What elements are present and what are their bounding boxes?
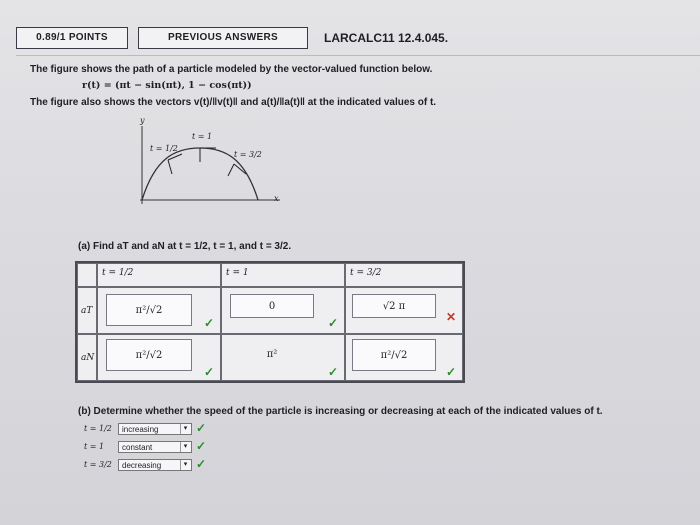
x-axis-label: x bbox=[274, 194, 279, 203]
correct-check-icon: ✓ bbox=[328, 365, 339, 379]
speed-select-value: decreasing bbox=[122, 461, 162, 470]
col-header-t-one: t = 1 bbox=[221, 263, 345, 287]
answer-value-aN-one: π² bbox=[266, 348, 278, 360]
acceleration-vector-three-half bbox=[228, 164, 234, 176]
answer-input-aN-half[interactable]: π²/√2 bbox=[106, 339, 192, 371]
chevron-down-icon: ▾ bbox=[180, 460, 190, 470]
part-b-t-one-label: t = 1 bbox=[84, 442, 105, 451]
figure-label-t-one: t = 1 bbox=[192, 132, 213, 141]
answer-input-aT-one[interactable]: 0 bbox=[230, 294, 314, 318]
part-b-t-half-label: t = 1/2 bbox=[84, 424, 112, 433]
incorrect-x-icon: ✕ bbox=[446, 310, 457, 324]
figure-label-t-half: t = 1/2 bbox=[150, 144, 178, 153]
col-header-t-half: t = 1/2 bbox=[97, 263, 221, 287]
chevron-down-icon: ▾ bbox=[180, 424, 190, 434]
path-figure bbox=[130, 118, 290, 208]
figure-label-t-three-half: t = 3/2 bbox=[234, 150, 262, 159]
y-axis-label: y bbox=[140, 116, 145, 125]
question-formula: r(t) = (πt − sin(πt), 1 − cos(πt)) bbox=[82, 80, 252, 91]
cell-aN-one bbox=[221, 334, 345, 381]
correct-check-icon: ✓ bbox=[204, 365, 215, 379]
row-header-aT: aT bbox=[77, 287, 97, 334]
acceleration-vector-half bbox=[168, 160, 172, 174]
speed-select-value: increasing bbox=[122, 425, 159, 434]
col-header-t-three-half: t = 3/2 bbox=[345, 263, 463, 287]
answer-grid bbox=[75, 261, 465, 383]
cell-aN-half bbox=[97, 334, 221, 381]
velocity-vector-half bbox=[168, 154, 182, 160]
divider bbox=[16, 55, 700, 56]
speed-select-t-three-half[interactable] bbox=[118, 459, 192, 471]
answer-input-aN-three-half[interactable]: π²/√2 bbox=[352, 339, 436, 371]
top-bar bbox=[16, 26, 448, 50]
problem-reference: LARCALC11 12.4.045. bbox=[324, 31, 449, 45]
cell-aT-one bbox=[221, 287, 345, 334]
part-a-prompt: (a) Find aT and aN at t = 1/2, t = 1, and t = 3/2. bbox=[78, 241, 292, 252]
previous-answers-button[interactable]: PREVIOUS ANSWERS bbox=[138, 27, 308, 49]
correct-check-icon: ✓ bbox=[196, 439, 207, 453]
correct-check-icon: ✓ bbox=[196, 421, 207, 435]
row-header-aN: aN bbox=[77, 334, 97, 381]
cell-aT-half bbox=[97, 287, 221, 334]
cell-aN-three-half bbox=[345, 334, 463, 381]
grid-corner bbox=[77, 263, 97, 287]
points-badge: 0.89/1 POINTS bbox=[16, 27, 128, 49]
question-line-2: The figure also shows the vectors v(t)/‖v(t)‖ and a(t)/‖a(t)‖ at the indicated values of t. bbox=[30, 97, 437, 108]
correct-check-icon: ✓ bbox=[446, 365, 457, 379]
correct-check-icon: ✓ bbox=[196, 457, 207, 471]
answer-input-aT-half[interactable]: π²/√2 bbox=[106, 294, 192, 326]
answer-input-aT-three-half[interactable]: √2 π bbox=[352, 294, 436, 318]
question-line-1: The figure shows the path of a particle modeled by the vector-valued function below. bbox=[30, 64, 433, 75]
speed-select-value: constant bbox=[122, 443, 153, 452]
speed-select-t-one[interactable] bbox=[118, 441, 192, 453]
speed-select-t-half[interactable] bbox=[118, 423, 192, 435]
part-b-t-three-half-label: t = 3/2 bbox=[84, 460, 112, 469]
cell-aT-three-half bbox=[345, 287, 463, 334]
part-b-prompt: (b) Determine whether the speed of the particle is increasing or decreasing at each of the indicated values of t. bbox=[78, 406, 603, 417]
correct-check-icon: ✓ bbox=[328, 316, 339, 330]
correct-check-icon: ✓ bbox=[204, 316, 215, 330]
chevron-down-icon: ▾ bbox=[180, 442, 190, 452]
